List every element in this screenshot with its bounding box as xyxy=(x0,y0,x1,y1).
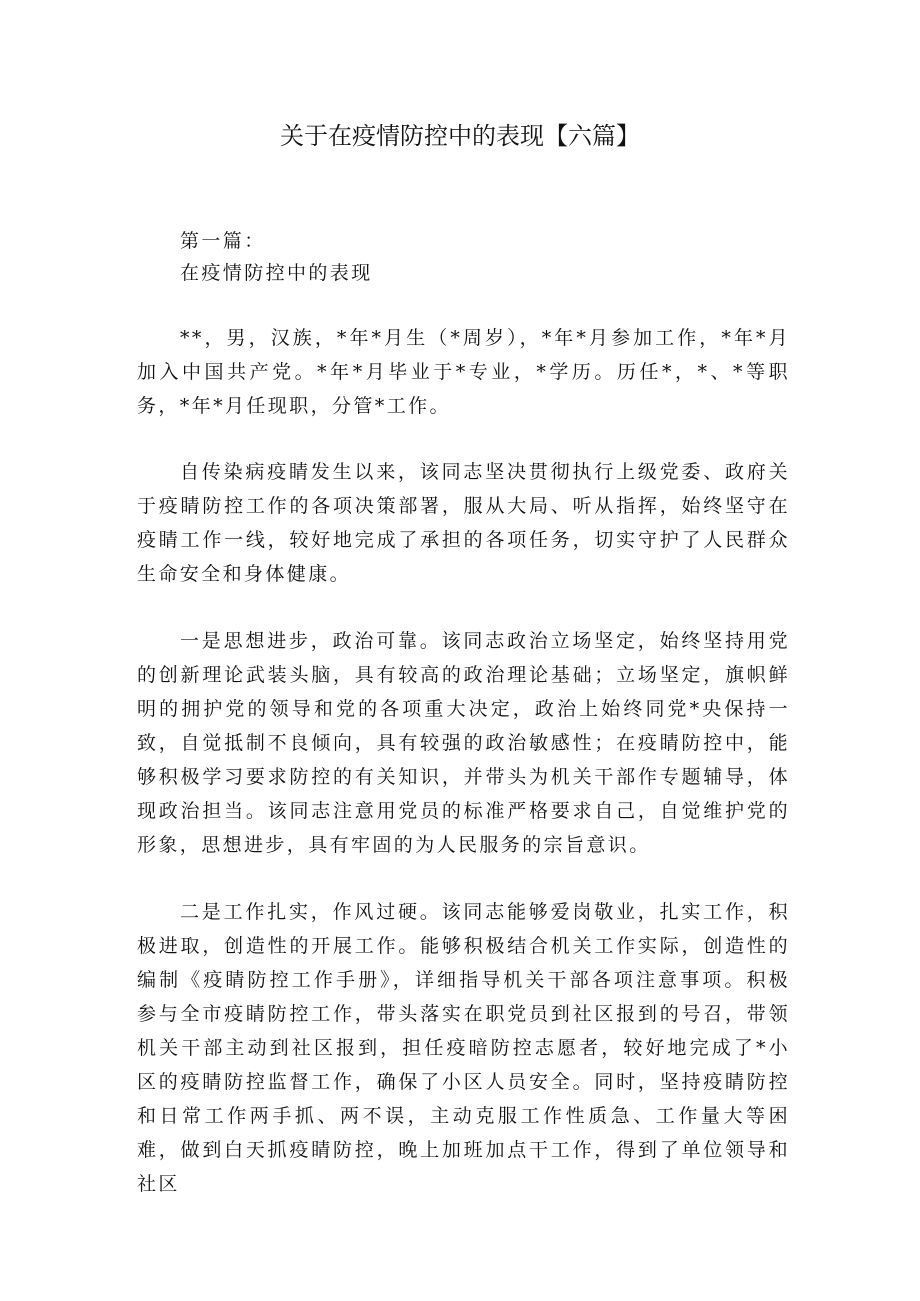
paragraph-point-one: 一是思想进步，政治可靠。该同志政治立场坚定，始终坚持用党的创新理论武装头脑，具有较高的政治理论基础；立场坚定，旗帜鲜明的拥护党的领导和党的各项重大决定，政治上始终同党*央保持一致，自觉抵制不良倾向，具有较强的政治敏感性；在疫睛防控中，能够积极学习要求防控的有关知识，并带头为机关干部作专题辅导，体现政治担当。该同志注意用党员的标准严格要求自己，自觉维护党的形象，思想进步，具有牢固的为人民服务的宗旨意识。 xyxy=(137,630,790,856)
paragraph-profile: **，男，汉族，*年*月生（*周岁），*年*月参加工作，*年*月加入中国共产党。*年*月毕业于*专业，*学历。历任*，*、*等职务，*年*月任现职，分管*工作。 xyxy=(137,327,790,417)
section-label: 第一篇： xyxy=(180,230,266,252)
paragraph-point-two: 二是工作扎实，作风过硬。该同志能够爱岗敬业，扎实工作，积极进取，创造性的开展工作。能够积极结合机关工作实际，创造性的编制《疫睛防控工作手册》，详细指导机关干部各项注意事项。积极参与全市疫睛防控工作，带头落实在职党员到社区报到的号召，带领机关干部主动到社区报到，担任疫暗防控志愿者，较好地完成了*小区的疫睛防控监督工作，确保了小区人员安全。同时，坚持疫睛防控和日常工作两手抓、两不误，主动克服工作性质急、工作量大等困难，做到白天抓疫睛防控，晚上加班加点干工作，得到了单位领导和社区 xyxy=(137,901,790,1195)
paragraph-intro: 自传染病疫睛发生以来，该同志坚决贯彻执行上级党委、政府关于疫睛防控工作的各项决策部署，服从大局、听从指挥，始终坚守在疫睛工作一线，较好地完成了承担的各项任务，切实守护了人民群众生命安全和身体健康。 xyxy=(137,461,790,585)
section-heading: 在疫情防控中的表现 xyxy=(180,262,373,284)
document-title: 关于在疫情防控中的表现【六篇】 xyxy=(280,122,640,150)
